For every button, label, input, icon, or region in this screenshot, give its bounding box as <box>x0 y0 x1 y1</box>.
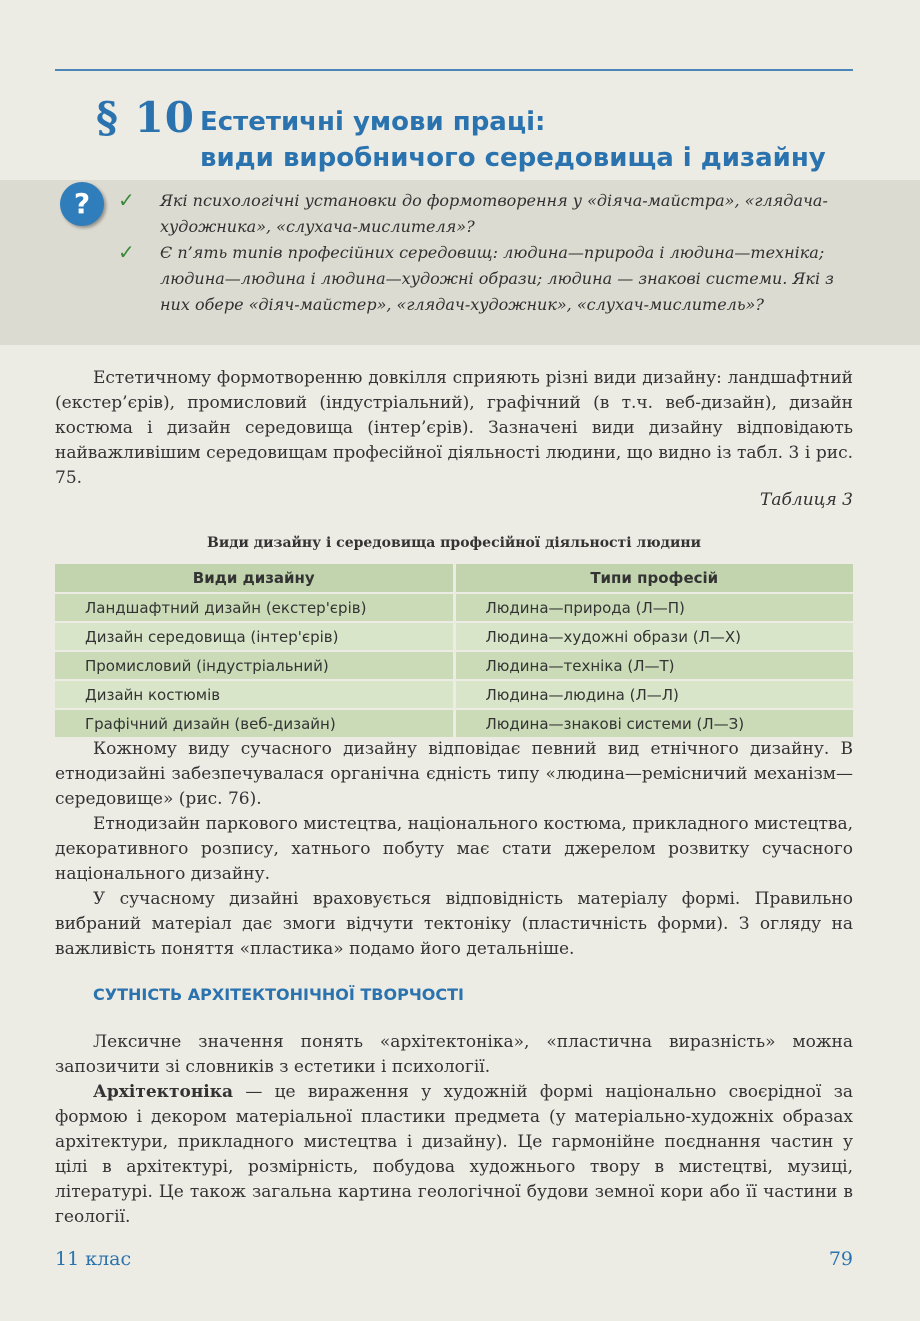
paragraph: Етнодизайн паркового мистецтва, національного костюма, прикладного мистецтва, декоративного розпису, хатнього побуту має стати джерелом розвитку сучасного національного дизайну. <box>55 814 853 884</box>
table-cell: Людина—знакові системи (Л—З) <box>454 709 853 737</box>
table-cell: Дизайн середовища (інтер'єрів) <box>55 622 454 651</box>
section-title-line-2: види виробничого середовища і дизайну <box>200 143 826 173</box>
table-cell: Графічний дизайн (веб-дизайн) <box>55 709 454 737</box>
grade-label: 11 клас <box>55 1248 132 1270</box>
top-divider <box>55 69 853 71</box>
table-caption: Види дизайну і середовища професійної діяльності людини <box>206 535 701 551</box>
table-header-row <box>55 564 853 593</box>
definition-term: Архітектоніка <box>93 1082 234 1102</box>
table-header-cell: Типи професій <box>454 564 853 593</box>
question-mark-icon: ? <box>60 182 104 226</box>
design-types-table <box>55 564 853 737</box>
paragraph: Кожному виду сучасного дизайну відповідає певний вид етнічного дизайну. В етнодизайні забезпечувалася органічна єдність типу «людина—ремісничий механізм—середовище» (рис. 76). <box>55 739 853 809</box>
table-header-cell: Види дизайну <box>55 564 454 593</box>
table-row <box>55 593 853 622</box>
section-number: § 10 <box>96 93 196 142</box>
table-row <box>55 709 853 737</box>
table-row <box>55 622 853 651</box>
question-text: Які психологічні установки до формотворення у «діяча-майстра», «глядача-художника», «слухача-мислителя»? <box>160 191 828 236</box>
table-cell: Дизайн костюмів <box>55 680 454 709</box>
checkmark-icon: ✓ <box>118 188 135 212</box>
table-cell: Людина—природа (Л—П) <box>454 593 853 622</box>
checkmark-icon: ✓ <box>118 240 135 264</box>
section-title <box>200 104 840 176</box>
definition-text: — це вираження у художній формі національно своєрідної за формою і декором матеріальної пластики предмета (у матеріально-художніх образах архітектури, прикладного мистецтва і дизайну). Це гармонійне поєднання частин у цілі в архітектурі, розмірність, побудова художнього твору в мистецтві, музиці, літературі. Це також загальна картина геологічної будови земної кори або її частини в геології. <box>55 1082 853 1227</box>
question-text: Є п’ять типів професійних середовищ: людина—природа і людина—техніка; людина—людина і людина—художні образи; людина — знакові системи. Які з них обере «діяч-майстер», «глядач-художник», «слухач-мислитель»? <box>160 243 834 314</box>
table-cell: Людина—людина (Л—Л) <box>454 680 853 709</box>
page-number: 79 <box>828 1248 853 1270</box>
intro-paragraph: Естетичному формотворенню довкілля сприяють різні види дизайну: ландшафтний (екстер’єрів), промисловий (індустріальний), графічний (в т.ч. веб-дизайн), дизайн костюма і дизайн середовища (інтер’єрів). Зазначені види дизайну відповідають найважливішим середовищам професійної діяльності людини, що видно із табл. 3 і рис. 75. <box>55 368 853 488</box>
section-title-line-1: Естетичні умови праці: <box>200 107 546 137</box>
paragraph: У сучасному дизайні враховується відповідність матеріалу формі. Правильно вибраний матеріал дає змоги відчути тектоніку (пластичність форми). З огляду на важливість поняття «пластика» подамо його детальніше. <box>55 889 853 959</box>
table-cell: Промисловий (індустріальний) <box>55 651 454 680</box>
table-cell: Людина—техніка (Л—Т) <box>454 651 853 680</box>
table-label: Таблиця 3 <box>760 490 853 510</box>
table-cell: Людина—художні образи (Л—Х) <box>454 622 853 651</box>
table-row <box>55 651 853 680</box>
definition-paragraph <box>55 1080 853 1230</box>
table-cell: Ландшафтний дизайн (екстер'єрів) <box>55 593 454 622</box>
subheading: СУТНІСТЬ АРХІТЕКТОНІЧНОЇ ТВОРЧОСТІ <box>93 985 464 1004</box>
table-row <box>55 680 853 709</box>
lexical-paragraph: Лексичне значення понять «архітектоніка», «пластична виразність» можна запозичити зі словників з естетики і психології. <box>55 1032 853 1077</box>
